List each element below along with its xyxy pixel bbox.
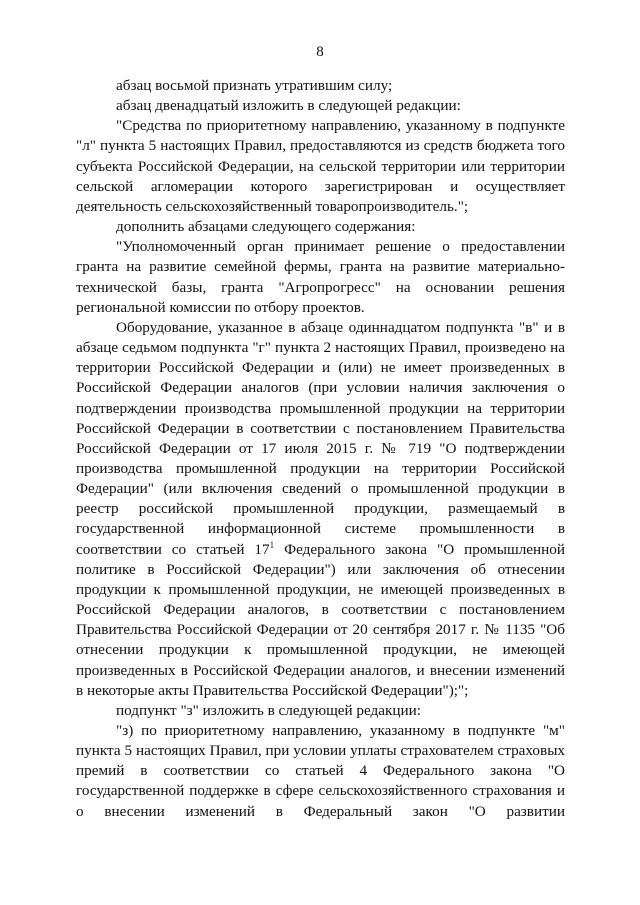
paragraph-6-part-2: Федерального закона "О промышленной политике в Российской Федерации") или заключения об отнесении продукции к промышленной продукции, не имеющей произведенных в Российской Федерации аналогов, в соответствии с постановлением Правительства Российской Федерации от 20 сентября 2017 г. № 1135 "Об отнесении продукции к промышленной продукции, не имеющей произведенных в Российской Федерации аналогов, и внесении изменений в некоторые акты Правительства Российской Федерации");";	[76, 540, 565, 699]
paragraph-1: абзац восьмой признать утратившим силу;	[116, 77, 393, 94]
paragraph-3: "Средства по приоритетному направлению, указанному в подпункте "л" пункта 5 настоящих Правил, предоставляются из средств бюджета того субъекта Российской Федерации, на сельской территории или территории сельской агломерации которого зарегистрирован и осуществляет деятельность сельскохозяйственный товаропроизводитель.";	[76, 117, 565, 215]
paragraph-6-part-1: Оборудование, указанное в абзаце одиннадцатом подпункта "в" и в абзаце седьмом подпункта "г" пункта 2 настоящих Правил, произведено на территории Российской Федерации и (или) не имеет произведенных в Российской Федерации аналогов (при условии наличия заключения о подтверждении производства промышленной продукции на территории Российской Федерации в соответствии с постановлением Правительства Российской Федерации от 17 июля 2015 г. № 719 "О подтверждении производства промышленной продукции на территории Российской Федерации" (или включения сведений о промышленной продукции в реестр российской промышленной продукции, размещаемый в государственной информационной системе промышленности в соответствии со статьей 17	[76, 318, 565, 558]
document-body	[76, 76, 565, 822]
page-number: 8	[316, 44, 324, 60]
paragraph-7: подпункт "з" изложить в следующей редакции:	[116, 701, 422, 719]
paragraph-8: "з) по приоритетному направлению, указанному в подпункте "м" пункта 5 настоящих Правил, при условии уплаты страхователем страховых премий в соответствии со статьей 4 Федерального закона "О государственной поддержке в сфере сельскохозяйственного страхования и о внесении изменений в Федеральный закон "О развитии	[76, 722, 565, 820]
paragraph-4: дополнить абзацами следующего содержания:	[116, 218, 416, 236]
article-superscript: 1	[269, 539, 275, 550]
paragraph-2: абзац двенадцатый изложить в следующей редакции:	[116, 97, 461, 115]
paragraph-5: "Уполномоченный орган принимает решение о предоставлении гранта на развитие семейной фермы, гранта на развитие материально-технической базы, гранта "Агропрогресс" на основании решения региональной комиссии по отбору проектов.	[76, 238, 565, 316]
paragraph-6	[76, 318, 565, 701]
